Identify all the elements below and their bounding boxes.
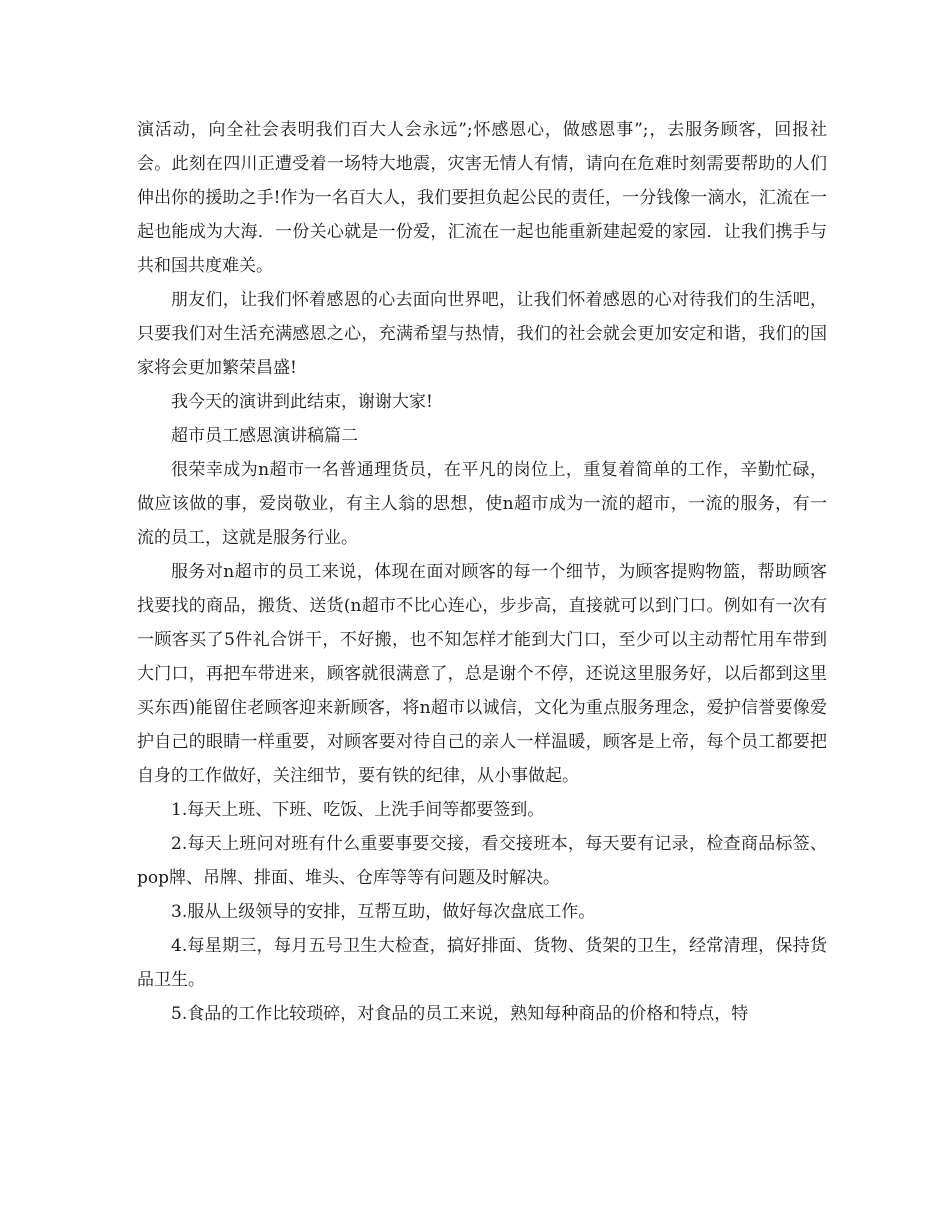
paragraph-2: 朋友们，让我们怀着感恩的心去面向世界吧，让我们怀着感恩的心对待我们的生活吧，只要我们对生活充满感恩之心，充满希望与热情，我们的社会就会更加安定和谐，我们的国家将会更加繁荣昌盛! [137,290,827,378]
list-item-3: 3.服从上级领导的安排，互帮互助，做好每次盘底工作。 [171,902,596,922]
paragraph-5: 很荣幸成为n超市一名普通理货员，在平凡的岗位上，重复着简单的工作，辛勤忙碌，做应该做的事，爱岗敬业，有主人翁的思想，使n超市成为一流的超市，一流的服务，有一流的员工，这就是服务行业。 [137,460,827,548]
list-item-5: 5.食品的工作比较琐碎，对食品的员工来说，熟知每种商品的价格和特点，特 [171,1004,749,1024]
paragraph-3: 我今天的演讲到此结束，谢谢大家! [171,392,433,412]
document-body [137,113,827,1031]
paragraph-6: 服务对n超市的员工来说，体现在面对顾客的每一个细节，为顾客提购物篮，帮助顾客找要找的商品，搬货、送货(n超市不比心连心，步步高，直接就可以到门口。例如有一次有一顾客买了5件礼合饼干，不好搬，也不知怎样才能到大门口，至少可以主动帮忙用车带到大门口，再把车带进来，顾客就很满意了，总是谢个不停，还说这里服务好，以后都到这里买东西)能留住老顾客迎来新顾客，将n超市以诚信，文化为重点服务理念，爱护信誉要像爱护自己的眼睛一样重要，对顾客要对待自己的亲人一样温暖，顾客是上帝，每个员工都要把自身的工作做好，关注细节，要有铁的纪律，从小事做起。 [137,562,827,786]
list-item-2: 2.每天上班问对班有什么重要事要交接，看交接班本，每天要有记录，检查商品标签、pop牌、吊牌、排面、堆头、仓库等等有问题及时解决。 [137,834,827,888]
list-item-4: 4.每星期三，每月五号卫生大检查，搞好排面、货物、货架的卫生，经常清理，保持货品卫生。 [137,936,827,990]
paragraph-1: 演活动，向全社会表明我们百大人会永远”;怀感恩心，做感恩事”;，去服务顾客，回报社会。此刻在四川正遭受着一场特大地震，灾害无情人有情，请向在危难时刻需要帮助的人们伸出你的援助之手!作为一名百大人，我们要担负起公民的责任，一分钱像一滴水，汇流在一起也能成为大海．一份关心就是一份爱，汇流在一起也能重新建起爱的家园．让我们携手与共和国共度难关。 [137,120,827,276]
list-item-1: 1.每天上班、下班、吃饭、上洗手间等都要签到。 [171,800,545,820]
section-heading: 超市员工感恩演讲稿篇二 [171,426,358,446]
